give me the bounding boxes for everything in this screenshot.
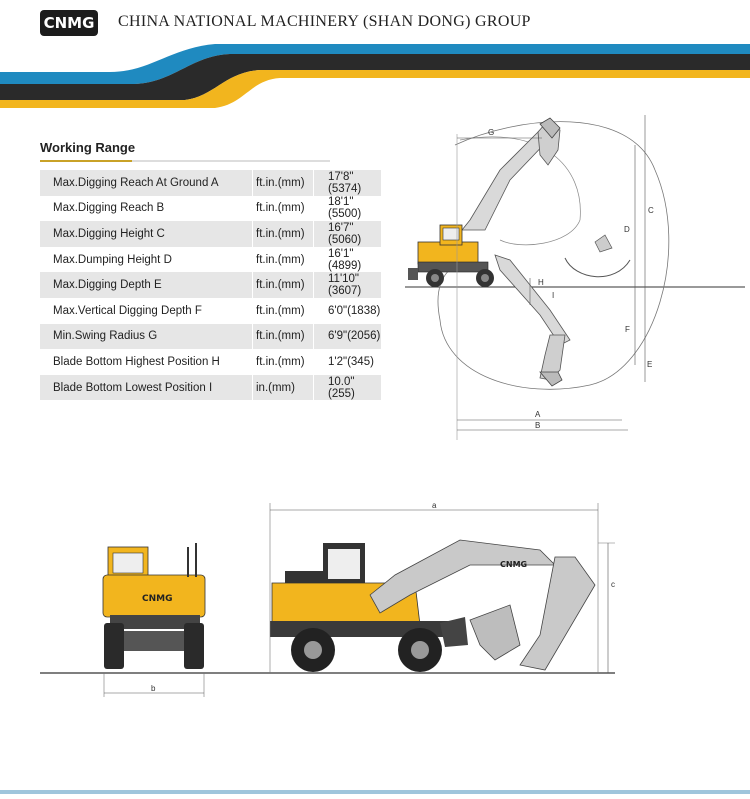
- row-label: Max.Digging Depth E: [40, 272, 253, 298]
- row-label: Max.Vertical Digging Depth F: [53, 304, 202, 317]
- section-title: Working Range: [40, 140, 136, 155]
- dim-label-i: I: [552, 291, 555, 300]
- row-unit: ft.in.(mm): [253, 196, 314, 222]
- row-unit: in.(mm): [253, 375, 314, 401]
- row-label: Max.Digging Reach B: [53, 202, 165, 215]
- boom-logo: CNMG: [500, 560, 528, 569]
- dim-label-d: D: [624, 225, 630, 234]
- dim-label-b-lower: b: [151, 684, 156, 693]
- row-value: 17'8"(5374): [314, 170, 382, 196]
- dim-label-c-lower: c: [611, 580, 615, 589]
- row-unit: ft.in.(mm): [253, 272, 314, 298]
- row-value: 6'0"(1838): [314, 298, 382, 324]
- row-label: Blade Bottom Highest Position H: [53, 355, 220, 368]
- row-value: 16'1"(4899): [314, 247, 382, 273]
- working-range-diagram: [400, 110, 750, 440]
- table-row: [40, 221, 381, 247]
- working-range-table: [40, 170, 381, 400]
- company-logo: [40, 10, 98, 36]
- row-value: 16'7"(5060): [314, 221, 382, 247]
- row-label: Max.Dumping Height D: [53, 253, 172, 266]
- dim-label-g: G: [488, 128, 495, 137]
- dim-label-a: A: [535, 410, 541, 419]
- front-logo: CNMG: [142, 594, 173, 604]
- table-row: [40, 170, 381, 196]
- dimension-diagram: [0, 495, 750, 705]
- footer-line: [0, 790, 750, 794]
- row-unit: ft.in.(mm): [253, 221, 314, 247]
- row-unit: ft.in.(mm): [253, 170, 314, 196]
- row-unit: ft.in.(mm): [253, 247, 314, 273]
- side-stick: [520, 557, 595, 670]
- dim-label-b: B: [535, 421, 541, 430]
- table-row: [40, 375, 381, 401]
- row-label: Min.Swing Radius G: [40, 324, 253, 350]
- dim-label-c: C: [648, 206, 654, 215]
- dim-label-a-lower: a: [432, 501, 437, 510]
- side-bucket: [470, 605, 520, 660]
- row-value: 18'1"(5500): [314, 196, 382, 222]
- row-value: 10.0"(255): [314, 375, 382, 401]
- row-label: Max.Digging Height C: [40, 221, 253, 247]
- row-value: 11'10"(3607): [314, 272, 382, 298]
- row-unit: ft.in.(mm): [253, 298, 314, 324]
- row-unit: ft.in.(mm): [253, 324, 314, 350]
- table-row: [40, 247, 381, 273]
- table-row: [40, 272, 381, 298]
- company-name: CHINA NATIONAL MACHINERY (SHAN DONG) GROUP: [118, 13, 531, 30]
- row-label: Max.Digging Reach At Ground A: [40, 170, 253, 196]
- table-row: [40, 196, 381, 222]
- row-unit: ft.in.(mm): [253, 349, 314, 375]
- side-view-excavator: [270, 540, 595, 672]
- boom-lower: [495, 255, 570, 345]
- table-row: [40, 349, 381, 375]
- boom-raised: [462, 130, 550, 230]
- section-underline: [40, 160, 330, 162]
- row-value: 6'9"(2056): [314, 324, 382, 350]
- row-value: 1'2"(345): [314, 349, 382, 375]
- dim-label-f: F: [625, 325, 630, 334]
- dim-label-h: H: [538, 278, 544, 287]
- table-row: [40, 298, 381, 324]
- table-row: [40, 324, 381, 350]
- logo-text: CNMG: [43, 14, 95, 32]
- side-boom: [370, 540, 555, 613]
- row-label: Blade Bottom Lowest Position I: [40, 375, 253, 401]
- front-view-excavator: [103, 543, 205, 669]
- dim-label-e: E: [647, 360, 653, 369]
